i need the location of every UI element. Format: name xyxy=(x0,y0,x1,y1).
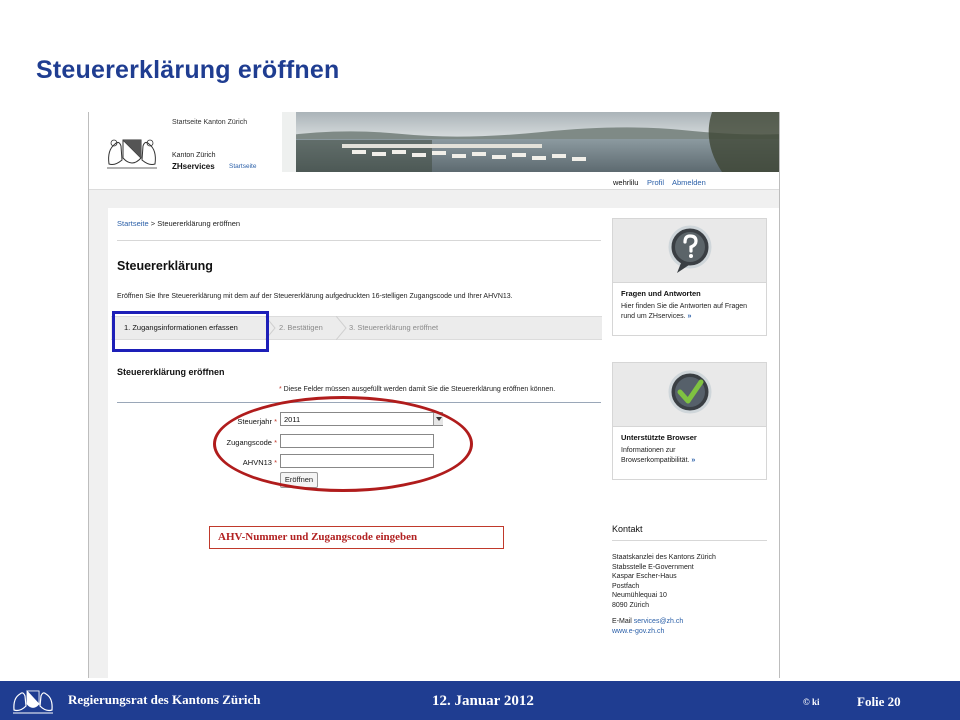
kontakt-line: Postfach xyxy=(612,582,640,590)
breadcrumb-current: Steuererklärung eröffnen xyxy=(157,219,241,228)
zhservices-screenshot xyxy=(88,112,780,678)
kontakt-email-row xyxy=(612,617,683,627)
form-heading: Steuererklärung eröffnen xyxy=(117,367,225,377)
startseite-link[interactable]: Startseite xyxy=(229,163,257,170)
step-3: 3. Steuererklärung eröffnet xyxy=(349,323,439,332)
footer-organization: Regierungsrat des Kantons Zürich xyxy=(68,692,261,707)
footer-date: 12. Januar 2012 xyxy=(432,693,534,709)
step-separator-icon xyxy=(336,316,348,340)
abmelden-link[interactable]: Abmelden xyxy=(672,178,706,187)
kontakt-links xyxy=(612,617,683,636)
faq-more-link[interactable]: » xyxy=(687,312,692,320)
page-heading: Steuererklärung xyxy=(117,259,213,273)
breadcrumb-home-link[interactable]: Startseite xyxy=(117,219,149,228)
eroeffnen-button[interactable]: Eröffnen xyxy=(280,472,318,488)
kontakt-address xyxy=(612,553,716,610)
form-highlight-ellipse xyxy=(213,396,473,492)
kontakt-line: 8090 Zürich xyxy=(612,601,649,609)
steuerjahr-select[interactable]: 2011 xyxy=(280,412,443,426)
ahvn13-label-text: AHVN13 xyxy=(242,458,272,467)
question-bubble-icon xyxy=(667,225,713,275)
site-header xyxy=(89,112,780,172)
kontakt-heading: Kontakt xyxy=(612,524,643,534)
breadcrumb xyxy=(117,219,240,228)
required-marker: * xyxy=(271,417,277,426)
canton-logo-icon xyxy=(10,686,56,716)
browser-text xyxy=(621,446,721,465)
faq-title[interactable]: Fragen und Antworten xyxy=(621,289,701,298)
breadcrumb-separator: > xyxy=(148,219,158,228)
faq-text xyxy=(621,302,761,321)
faq-image xyxy=(613,219,766,283)
step-highlight-box xyxy=(112,311,269,352)
startseite-kanton-link[interactable]: Startseite Kanton Zürich xyxy=(172,119,248,126)
browser-more-link[interactable]: » xyxy=(691,456,696,464)
divider xyxy=(117,240,601,241)
annotation-callout: AHV-Nummer und Zugangscode eingeben xyxy=(209,526,504,549)
web-link[interactable]: www.e-gov.zh.ch xyxy=(612,627,665,635)
lake-banner-image xyxy=(282,112,780,172)
canton-crest-icon xyxy=(103,134,161,172)
required-star: * xyxy=(279,386,282,393)
browser-text-body: Informationen zur Browserkompatibilität. xyxy=(621,447,690,464)
footer-slide-number: Folie 20 xyxy=(857,694,901,709)
required-marker: * xyxy=(271,458,277,467)
email-link[interactable]: services@zh.ch xyxy=(633,618,684,625)
kanton-label: Kanton Zürich xyxy=(172,152,216,159)
kontakt-line: Kaspar Escher-Haus xyxy=(612,573,677,580)
browser-box[interactable] xyxy=(612,362,767,480)
step-1: 1. Zugangsinformationen erfassen xyxy=(124,323,238,332)
slide-title: Steuererklärung eröffnen xyxy=(36,56,340,84)
zugangscode-label-text: Zugangscode xyxy=(226,438,272,447)
zhservices-label: ZHservices xyxy=(172,162,215,171)
faq-box[interactable] xyxy=(612,218,767,336)
intro-text: Eröffnen Sie Ihre Steuererklärung mit dem auf der Steuererklärung aufgedruckten 16-stelligen Zugangscode und Ihrer AHVN13. xyxy=(117,293,513,300)
faq-text-body: Hier finden Sie die Antworten auf Fragen rund um ZHservices. xyxy=(621,303,748,320)
kontakt-line: Neumühlequai 10 xyxy=(612,592,667,599)
step-2: 2. Bestätigen xyxy=(279,323,323,332)
footer-copyright: © ki xyxy=(803,697,820,707)
kontakt-line: Stabsstelle E-Government xyxy=(612,563,694,571)
browser-image xyxy=(613,363,766,427)
browser-title[interactable]: Unterstützte Browser xyxy=(621,433,697,442)
username-label: wehrlilu xyxy=(613,178,639,187)
profil-link[interactable]: Profil xyxy=(647,178,665,187)
kontakt-divider xyxy=(612,540,767,541)
steuerjahr-label-text: Steuerjahr xyxy=(237,417,272,426)
email-label: E-Mail xyxy=(612,618,634,625)
required-fields-note xyxy=(279,386,555,393)
kontakt-line: Staatskanzlei des Kantons Zürich xyxy=(612,554,716,561)
checkmark-icon xyxy=(667,369,713,419)
required-marker: * xyxy=(271,438,277,447)
required-note-text: Diese Felder müssen ausgefüllt werden damit Sie die Steuererklärung eröffnen können. xyxy=(281,386,556,393)
